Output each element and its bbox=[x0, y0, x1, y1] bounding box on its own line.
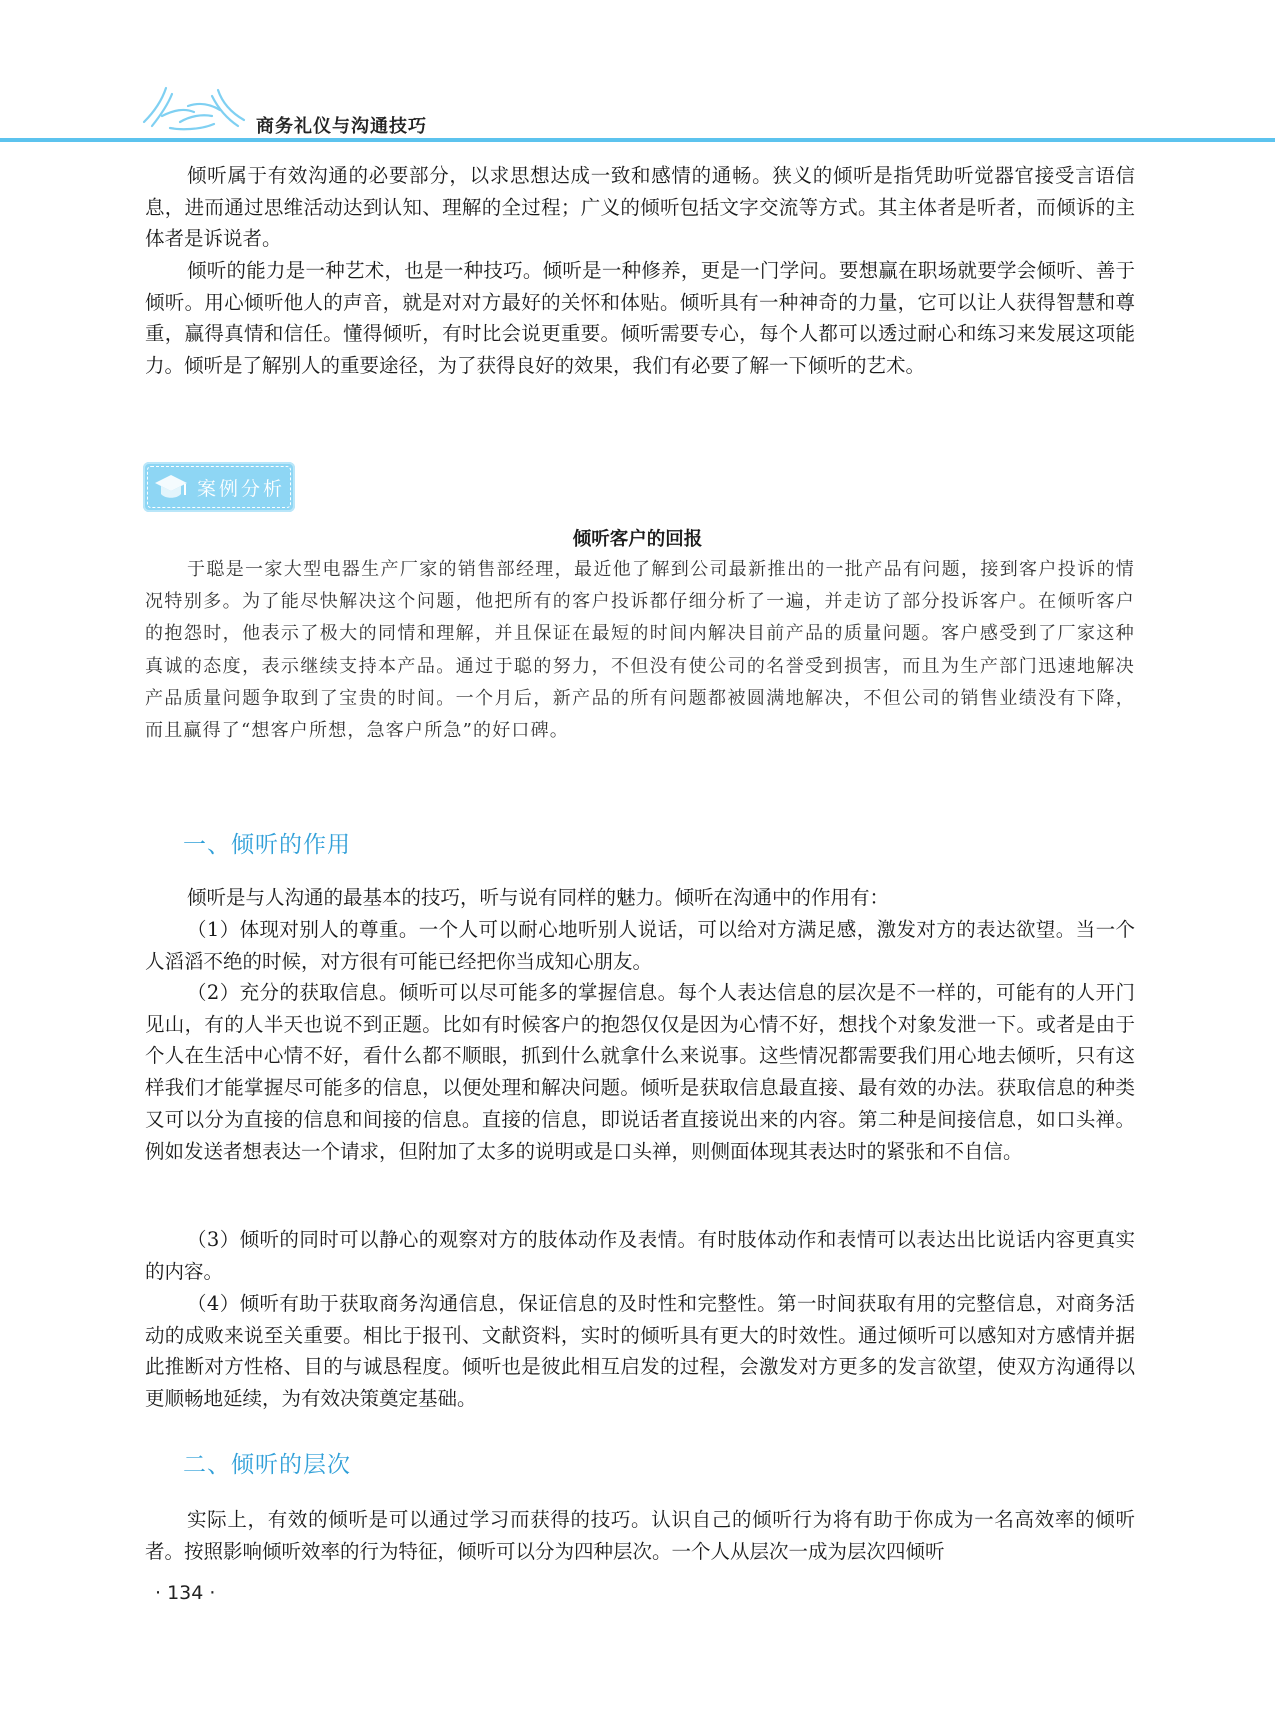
body-paragraph: （4）倾听有助于获取商务沟通信息，保证信息的及时性和完整性。第一时间获取有用的完整信息，对商务活动的成败来说至关重要。相比于报刊、文献资料，实时的倾听具有更大的时效性。通过倾听可以感知对方感情并据此推断对方性格、目的与诚恳程度。倾听也是彼此相互启发的过程，会激发对方更多的发言欲望，使双方沟通得以更顺畅地延续，为有效决策奠定基础。 bbox=[145, 1292, 1135, 1411]
body-paragraph: （3）倾听的同时可以静心的观察对方的肢体动作及表情。有时肢体动作和表情可以表达出比说话内容更真实的内容。 bbox=[145, 1228, 1135, 1283]
case-title: 倾听客户的回报 bbox=[572, 529, 703, 550]
intro-paragraph: 倾听的能力是一种艺术，也是一种技巧。倾听是一种修养，更是一门学问。要想赢在职场就要学会倾听、善于倾听。用心倾听他人的声音，就是对对方最好的关怀和体贴。倾听具有一种神奇的力量，它可以让人获得智慧和尊重，赢得真情和信任。懂得倾听，有时比会说更重要。倾听需要专心，每个人都可以透过耐心和练习来发展这项能力。倾听是了解别人的重要途径，为了获得良好的效果，我们有必要了解一下倾听的艺术。 bbox=[145, 259, 1135, 378]
running-header-title: 商务礼仪与沟通技巧 bbox=[256, 116, 427, 137]
body-paragraph: （1）体现对别人的尊重。一个人可以耐心地听别人说话，可以给对方满足感，激发对方的表达欲望。当一个人滔滔不绝的时候，对方很有可能已经把你当成知心朋友。 bbox=[145, 918, 1135, 973]
header-divider bbox=[0, 138, 1275, 142]
handshake-icon bbox=[140, 82, 250, 134]
case-analysis-label: 案例分析 bbox=[197, 478, 286, 500]
intro-paragraph: 倾听属于有效沟通的必要部分，以求思想达成一致和感情的通畅。狭义的倾听是指凭助听觉器官接受言语信息，进而通过思维活动达到认知、理解的全过程；广义的倾听包括文字交流等方式。其主体者是听者，而倾诉的主体者是诉说者。 bbox=[145, 164, 1135, 251]
body-paragraph: 实际上，有效的倾听是可以通过学习而获得的技巧。认识自己的倾听行为将有助于你成为一名高效率的倾听者。按照影响倾听效率的行为特征，倾听可以分为四种层次。一个人从层次一成为层次四倾听 bbox=[145, 1508, 1135, 1563]
body-paragraph: （2）充分的获取信息。倾听可以尽可能多的掌握信息。每个人表达信息的层次是不一样的，可能有的人开门见山，有的人半天也说不到正题。比如有时候客户的抱怨仅仅是因为心情不好，想找个对象发泄一下。或者是由于个人在生活中心情不好，看什么都不顺眼，抓到什么就拿什么来说事。这些情况都需要我们用心地去倾听，只有这样我们才能掌握尽可能多的信息，以便处理和解决问题。倾听是获取信息最直接、最有效的办法。获取信息的种类又可以分为直接的信息和间接的信息。直接的信息，即说话者直接说出来的内容。第二种是间接信息，如口头禅。例如发送者想表达一个请求，但附加了太多的说明或是口头禅，则侧面体现其表达时的紧张和不自信。 bbox=[145, 981, 1135, 1163]
case-analysis-badge bbox=[143, 462, 295, 512]
page-number: · 134 · bbox=[155, 1582, 216, 1604]
page-header bbox=[0, 0, 1275, 150]
section-heading: 二、倾听的层次 bbox=[183, 1452, 351, 1478]
case-text: 于聪是一家大型电器生产厂家的销售部经理，最近他了解到公司最新推出的一批产品有问题，接到客户投诉的情况特别多。为了能尽快解决这个问题，他把所有的客户投诉都仔细分析了一遍，并走访了部分投诉客户。在倾听客户的抱怨时，他表示了极大的同情和理解，并且保证在最短的时间内解决目前产品的质量问题。客户感受到了厂家这种真诚的态度，表示继续支持本产品。通过于聪的努力，不但没有使公司的名誉受到损害，而且为生产部门迅速地解决产品质量问题争取到了宝贵的时间。一个月后，新产品的所有问题都被圆满地解决，不但公司的销售业绩没有下降，而且赢得了“想客户所想，急客户所急”的好口碑。 bbox=[145, 559, 1135, 742]
body-paragraph: 倾听是与人沟通的最基本的技巧，听与说有同样的魅力。倾听在沟通中的作用有： bbox=[187, 886, 890, 909]
graduation-cap-icon bbox=[153, 471, 189, 503]
section-heading: 一、倾听的作用 bbox=[183, 832, 351, 858]
